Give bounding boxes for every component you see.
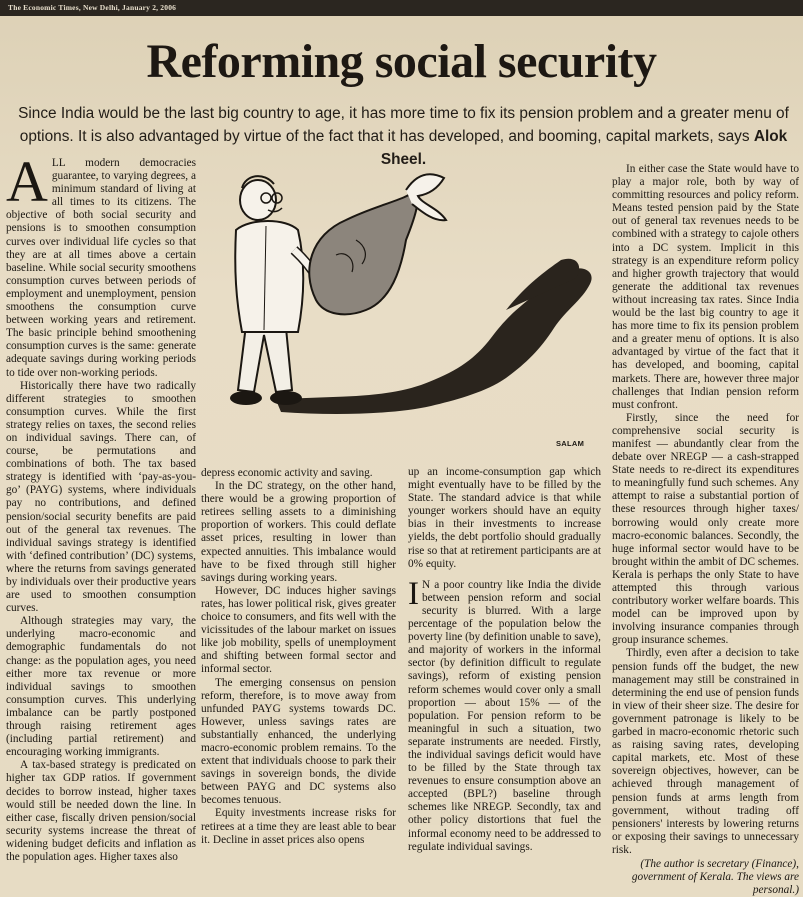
col2-paragraph-4: The emerging consensus on pension reform, therefore, is to move away from unfunded PAYG systems towards DC. However, unless savings rates are substantially enhanced, the underlying macro-economic problem remains. To the extent that individuals choose to park their savings in sovereign bonds, the divide between PAYG and DC systems also becomes tenuous. [201,676,396,807]
col4-paragraph-2: Firstly, since the need for comprehensive social security is manifest — abundantly clear from the debate over NREGP — a cash-strapped State needs to re-direct its expenditures to meaningfully fund such schemes. Any attempt to raise a substantial portion of these resources through higher taxes/ borrowing would only create more macro-economic balances. Secondly, the huge informal sector would have to be brought within the ambit of DC schemes. Kerala is perhaps the only State to have attempted this through various contributory worker welfare boards. This model can be improved upon by involving insurance companies through group insurance schemes. [612,411,799,647]
col1-paragraph-1 [6,149,196,380]
figure-body [235,221,303,332]
masthead: The Economic Times, New Delhi, January 2, 2006 [0,0,803,16]
col3-paragraph-2-text: N a poor country like India the divide between pension reform and social security is blurred. With a large percentage of the population below the poverty line (by definition unable to save), and majority of workers in the informal sector (by definition difficult to regulate savings), reform of existing pension reform schemes would cover only a small proportion — about 15% — of the population. For pension reform to be meaningful in such a situation, two separate instruments are needed. Firstly, the individual savings deficit would have to be filled by the State through tax revenues to ensure consumption above an accepted (BPL?) baseline through schemes like NREGP. Secondly, tax and other policy distortions that fuel the informal economy need to be addressed to regulate individual savings. [408,578,601,853]
col3-paragraph-1: up an income-consumption gap which might eventually have to be filled by the State. The standard advice is that while younger workers should have an equity bias in their investments to increase yields, the debt portfolio should gradually rise so that at retirement participants are at 0% equity. [408,466,601,570]
deck-text: Since India would be the last big country to age, it has more time to fix its pension problem and a greater menu of options. It is also advantaged by virtue of the fact that it has developed, and booming, capital markets, says [18,105,789,145]
author-byline: (The author is secretary (Finance), government of Kerala. The views are personal.) [631,857,799,897]
col1-paragraph-2: Historically there have two radically different strategies to smoothen consumption curves. While the first strategy relies on taxes, the second relies on individual savings. There can, of course, be permutations and combinations of both. The tax based strategy is identified with ‘pay-as-you-go’ (PAYG) systems, where individuals pay no contributions, and defined pension/social security benefits are paid out of the general tax revenues. The individual savings strategy is identified with ‘defined contribution’ (DC) systems, where the returns from savings generated by individuals over their productive years are used to smoothen consumption curves. [6,379,196,615]
drop-cap: A [6,149,48,214]
drop-cap-2: I [408,575,419,612]
headline: Reforming social security [146,35,657,88]
figure-legs [238,325,292,392]
column-4 [612,163,799,897]
col4-paragraph-3: Thirdly, even after a decision to take pension funds off the budget, the new management may still be constrained in determining the end use of pension funds in view of their sheer size. The desire for government patronage is likely to be garbed in macro-economic rhetoric such as raising saving rates, developing capital markets, etc. Most of these sovereign objectives, however, can be achieved through management of pension funds at arms length from government, without trading off pensioners' interests by lowering returns or exposing their savings to unnecessary risk. [612,647,799,856]
col2-paragraph-3: However, DC induces higher savings rates, has lower political risk, gives greater choice to consumers, and fits well with the vicissitudes of the labour market on issues like job mobility, spells of unemployment and shifting between formal sector and informal sector. [201,584,396,676]
illustration-credit: SALAM [556,439,585,448]
cartoon-illustration [206,160,602,456]
col2-paragraph-5: Equity investments increase risks for retirees at a time they are least able to bear it. Decline in asset prices also opens [201,807,396,846]
column-3 [408,466,601,854]
col1-paragraph-3: Although strategies may vary, the underlying macro-economic and demographic fundamentals do not change: as the population ages, you need either more tax revenue or more individual savings to smoothen consumption curves. This underlying imbalance can be partly postponed through raising retirement ages (including partial retirement) and encouraging working immigrants. [6,615,196,759]
col1-paragraph-4: A tax-based strategy is predicated on higher tax GDP ratios. If government decides to borrow instead, higher taxes would still be needed down the line. In either case, fiscally driven pension/social security systems increase the threat of widening budget deficits and inflation as the population ages. Higher taxes also [6,759,196,863]
col2-paragraph-1: depress economic activity and saving. [201,467,373,479]
money-sack [309,190,417,314]
deck-author: Alok Sheel. [380,128,788,168]
col4-paragraph-1: In either case the State would have to play a major role, both by way of committing resources and policy reform. Means tested pension paid by the State out of general tax revenues needs to be combined with a strategy to cajole others into a DC system. Implicit in this strategy is an expenditure reform policy and higher growth trajectory that would generate the additional tax revenues without increasing tax rates. Since India would be the last big country to age it has more time to fix its pension problem and a greater menu of options. It is also advantaged by virtue of the fact that it has developed, and booming, capital markets. There are, however three major challenges that Indian pension reform must confront. [612,163,799,411]
col2-paragraph-2: In the DC strategy, on the other hand, there would be a growing proportion of retirees selling assets to a diminishing proportion of workers. This could deflate asset prices, resulting in lower than expected annuities. This imbalance would have to be fixed through still higher savings during working years. [201,480,396,584]
column-1 [6,149,196,864]
col3-paragraph-2 [408,575,601,854]
column-2 [201,467,396,847]
col1-paragraph-1-text: LL modern democracies guarantee, to varying degrees, a minimum standard of living at all times to its citizens. The objective of both social security and pensions is to smoothen consumption curves over individual life cycles so that they are at all times above a certain baseline. While social security smoothens consumption curves between periods of employment and unemployment, pension smoothens the consumption curve between working years and retirement. The basic principle behind smoothening consumption curves is the same: generate adequate savings during working periods to tide over non-working periods. [6,157,196,379]
